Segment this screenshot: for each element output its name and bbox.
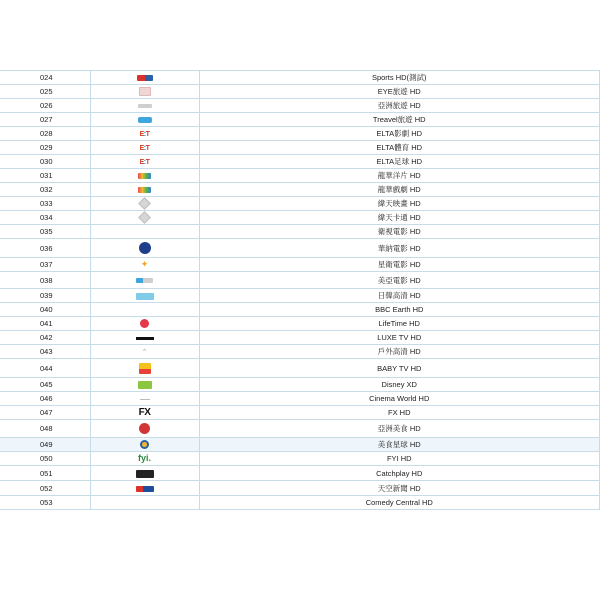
babytv-logo-icon (139, 363, 151, 374)
channel-name: ELTA體育 HD (199, 141, 600, 155)
lifetime-logo-icon (140, 319, 149, 328)
channel-logo-cell (90, 438, 199, 452)
channel-name: ELTA足球 HD (199, 155, 600, 169)
warner-logo-icon (139, 242, 151, 254)
channel-number: 036 (0, 239, 90, 258)
elta-logo-icon-text: E (139, 130, 144, 138)
channel-name: EYE旅遊 HD (199, 85, 600, 99)
channel-name: Comedy Central HD (199, 496, 600, 510)
channel-logo-cell (90, 406, 199, 420)
channel-logo-cell (90, 452, 199, 466)
diamond-logo-icon (138, 211, 151, 224)
channel-logo-cell (90, 331, 199, 345)
kids-logo-icon (138, 173, 151, 179)
channel-logo-cell (90, 71, 199, 85)
table-row (0, 272, 600, 289)
kids-logo-icon (138, 187, 151, 193)
channel-number: 045 (0, 378, 90, 392)
table-row (0, 406, 600, 420)
channel-number: 040 (0, 303, 90, 317)
elta-logo-icon-text: E (139, 144, 144, 152)
sports-hd-logo-icon (137, 75, 153, 81)
star-logo-icon: ✦ (140, 259, 149, 270)
channel-number: 037 (0, 258, 90, 272)
amc-logo-icon (136, 278, 153, 283)
channel-number: 027 (0, 113, 90, 127)
channel-name: BABY TV HD (199, 359, 600, 378)
channel-logo-cell (90, 155, 199, 169)
channel-name: FYI HD (199, 452, 600, 466)
table-row (0, 113, 600, 127)
channel-name: 龍華洋片 HD (199, 169, 600, 183)
food-planet-logo-icon (140, 440, 149, 449)
channel-name: 星衛電影 HD (199, 258, 600, 272)
elta-logo-icon (140, 145, 150, 152)
channel-logo-cell (90, 211, 199, 225)
channel-logo-cell (90, 359, 199, 378)
channel-name: 戶外高清 HD (199, 345, 600, 359)
channel-logo-cell (90, 317, 199, 331)
channel-number: 032 (0, 183, 90, 197)
table-row (0, 183, 600, 197)
table-row (0, 155, 600, 169)
channel-name: Sports HD(測試) (199, 71, 600, 85)
channel-number: 049 (0, 438, 90, 452)
table-row (0, 438, 600, 452)
channel-name: ELTA影劇 HD (199, 127, 600, 141)
elta-logo-icon-text: T (145, 144, 150, 152)
channel-name: 天空新聞 HD (199, 481, 600, 496)
channel-number: 028 (0, 127, 90, 141)
logo-separator: : (143, 158, 146, 166)
channel-number: 030 (0, 155, 90, 169)
table-row (0, 197, 600, 211)
channel-name: Cinema World HD (199, 392, 600, 406)
channel-logo-cell (90, 303, 199, 317)
channel-logo-cell (90, 496, 199, 510)
asia-travel-logo-icon (138, 104, 152, 108)
logo-separator: : (143, 144, 146, 152)
table-row (0, 496, 600, 510)
channel-number: 026 (0, 99, 90, 113)
channel-logo-cell (90, 127, 199, 141)
elta-logo-icon-text: E (139, 158, 144, 166)
channel-table (0, 70, 600, 510)
table-row (0, 345, 600, 359)
table-row (0, 359, 600, 378)
table-row (0, 71, 600, 85)
table-row (0, 99, 600, 113)
table-row (0, 317, 600, 331)
channel-logo-cell (90, 183, 199, 197)
table-row (0, 392, 600, 406)
channel-number: 033 (0, 197, 90, 211)
table-row (0, 211, 600, 225)
channel-number: 047 (0, 406, 90, 420)
channel-logo-cell (90, 85, 199, 99)
channel-logo-cell (90, 392, 199, 406)
fx-logo-icon-text: FX (138, 406, 151, 418)
channel-name: 美亞電影 HD (199, 272, 600, 289)
cinema-world-logo-icon (140, 399, 150, 400)
channel-name: FX HD (199, 406, 600, 420)
channel-logo-cell (90, 225, 199, 239)
channel-number: 048 (0, 420, 90, 438)
channel-name: 美食星球 HD (199, 438, 600, 452)
channel-logo-cell (90, 378, 199, 392)
channel-table-body (0, 71, 600, 510)
elta-logo-icon (140, 131, 150, 138)
channel-name: 華納電影 HD (199, 239, 600, 258)
channel-logo-cell (90, 197, 199, 211)
elta-logo-icon (140, 159, 150, 166)
table-row (0, 303, 600, 317)
channel-name: Catchplay HD (199, 466, 600, 481)
table-row (0, 331, 600, 345)
channel-number: 050 (0, 452, 90, 466)
elta-logo-icon-text: T (145, 130, 150, 138)
channel-logo-cell (90, 141, 199, 155)
channel-number: 046 (0, 392, 90, 406)
catchplay-logo-icon (136, 470, 154, 478)
channel-number: 031 (0, 169, 90, 183)
japan-logo-icon (136, 293, 154, 300)
channel-name: 亞洲旅遊 HD (199, 99, 600, 113)
table-row (0, 466, 600, 481)
channel-name: 亞洲美食 HD (199, 420, 600, 438)
channel-number: 043 (0, 345, 90, 359)
table-row (0, 289, 600, 303)
channel-number: 041 (0, 317, 90, 331)
channel-number: 034 (0, 211, 90, 225)
channel-name: 緯天映畫 HD (199, 197, 600, 211)
channel-number: 051 (0, 466, 90, 481)
table-row (0, 141, 600, 155)
travel-logo-icon (138, 117, 152, 123)
channel-number: 053 (0, 496, 90, 510)
channel-number: 038 (0, 272, 90, 289)
channel-logo-cell (90, 239, 199, 258)
table-row (0, 225, 600, 239)
table-row (0, 378, 600, 392)
luxe-logo-icon (136, 337, 154, 340)
channel-number: 044 (0, 359, 90, 378)
table-row (0, 481, 600, 496)
elta-logo-icon-text: T (145, 158, 150, 166)
fyi-logo-icon-text: fyi. (137, 453, 151, 464)
disney-xd-logo-icon (138, 381, 152, 389)
channel-logo-cell (90, 420, 199, 438)
table-row (0, 239, 600, 258)
channel-name: LifeTime HD (199, 317, 600, 331)
channel-name: LUXE TV HD (199, 331, 600, 345)
table-row (0, 258, 600, 272)
channel-logo-cell (90, 99, 199, 113)
outdoor-logo-icon: ^ (143, 349, 146, 356)
channel-name: Disney XD (199, 378, 600, 392)
table-row (0, 127, 600, 141)
eye-travel-logo-icon (139, 87, 151, 96)
channel-name: 衛視電影 HD (199, 225, 600, 239)
channel-logo-cell (90, 481, 199, 496)
sky-news-logo-icon (136, 486, 154, 492)
channel-number: 052 (0, 481, 90, 496)
channel-logo-cell (90, 466, 199, 481)
channel-name: 緯天卡通 HD (199, 211, 600, 225)
channel-name: Treavel旅遊 HD (199, 113, 600, 127)
channel-number: 039 (0, 289, 90, 303)
channel-logo-cell (90, 345, 199, 359)
channel-number: 024 (0, 71, 90, 85)
channel-name: 日韓高清 HD (199, 289, 600, 303)
channel-number: 042 (0, 331, 90, 345)
channel-logo-cell (90, 169, 199, 183)
channel-number: 035 (0, 225, 90, 239)
logo-separator: : (143, 130, 146, 138)
channel-list-sheet (0, 70, 600, 510)
channel-logo-cell (90, 289, 199, 303)
table-row (0, 420, 600, 438)
table-row (0, 452, 600, 466)
channel-logo-cell (90, 113, 199, 127)
table-row (0, 169, 600, 183)
channel-name: BBC Earth HD (199, 303, 600, 317)
diamond-logo-icon (138, 197, 151, 210)
channel-logo-cell (90, 272, 199, 289)
food-logo-icon (139, 423, 150, 434)
channel-number: 029 (0, 141, 90, 155)
table-row (0, 85, 600, 99)
channel-name: 龍華戲劇 HD (199, 183, 600, 197)
channel-number: 025 (0, 85, 90, 99)
channel-logo-cell (90, 258, 199, 272)
